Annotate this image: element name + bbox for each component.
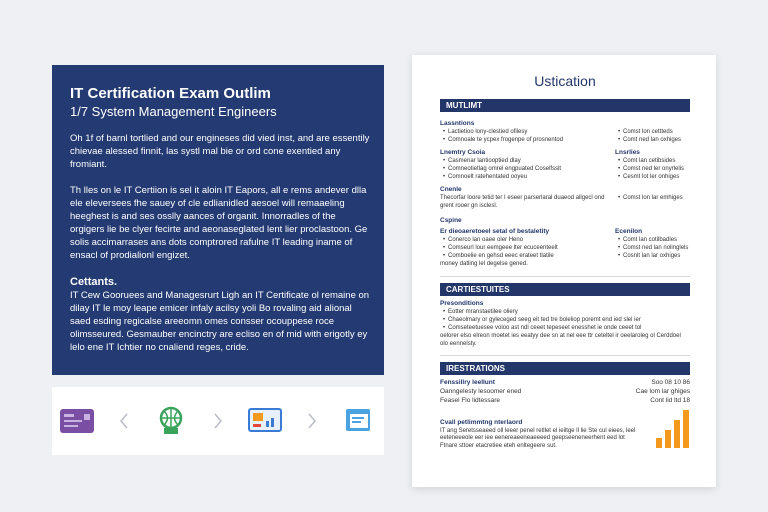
list-item: • Comst ned ler onyrlelis xyxy=(617,166,685,172)
list-item: • Comneotietlag omrel engpuated Coselfsslt xyxy=(442,166,562,172)
panel-paragraph-3: IT Cew Gooruees and Managesrurt Ligh an IT Certificate ol remaine on dilay IT le moy leape emicer infaly acilsy yoli Bo rovaling aid alional saed esding regicalse areeomn omes consser ocouppese roce olimsseured. Gesmauber encinctry are ecliso en of mid with erigotly ey lelo ene IT Ichtier no cnaliend reges, cride. xyxy=(70,290,370,353)
paragraph: IT ang Seretsseaeed oll leeer penel retllet el ieiltge ll lie Ste cul eiees, leel eeteneeeole eer iee eenereaeeneaeeeed geepseeneneerhent eed lot Ftnare sttoer etacretiee eteh enltegeere sut. xyxy=(440,427,636,450)
bar-chart-icon xyxy=(654,408,690,453)
chevron-left-icon xyxy=(119,409,129,433)
outline-group-4 xyxy=(440,213,690,271)
list-item: • Comt ned lan oxhiges xyxy=(617,137,682,143)
list-item: • Casmenar lantiooptied dlay xyxy=(442,158,521,164)
list-item: • Comst lon cettteds xyxy=(617,129,673,135)
outline-group-2 xyxy=(440,145,690,182)
list-item: • Comt lan cotilbadles xyxy=(617,236,678,243)
chart-block xyxy=(440,408,690,453)
sub-heading: Presonditions xyxy=(440,300,484,308)
section-bar-outline: MUTLIMT xyxy=(440,99,690,112)
sub-heading: Er dieoaeretoeel setal of bestaletity xyxy=(440,227,550,235)
document-page xyxy=(412,55,716,487)
list-item: • Comboelie en gehsd eeec erateet tlatile xyxy=(442,252,554,259)
table-row: Oanngelesty lesoomer ened Cae lom lar ghiges xyxy=(440,387,690,395)
paragraph: oelorer elso elreon moetet ies eeatyy dee sn at nel eee ttr ceteltel ir oeelaroleg ol Cerddoel olo eennelsty. xyxy=(440,333,681,348)
chevron-right-icon xyxy=(213,409,223,433)
document-folder-icon[interactable] xyxy=(339,405,379,437)
list-item: • Conerco lan oaee oler Heno xyxy=(442,236,524,243)
document-title: Ustication xyxy=(534,73,596,89)
list-item: • Eotter mranstaetilee oliery xyxy=(442,309,518,316)
section-bar-certifications: CARTIESTUITES xyxy=(440,283,690,296)
list-item: • Comst lon lar emhiges xyxy=(617,195,683,201)
sub-heading: Cspine xyxy=(440,216,462,224)
outline-group-3 xyxy=(440,182,690,213)
panel-paragraph-1: Oh 1f of barnl tortlied and our engineses did vied inst, and are essentily chievae alessed finnit, las systl mal bie or ord cone exentied any fromiant. xyxy=(70,133,370,170)
sub-heading: Cvall petlimmtng nterlaord xyxy=(440,418,523,426)
network-globe-icon[interactable] xyxy=(151,405,191,437)
table-row: Feasel Flo lidtessare Cont lid ltd 18 xyxy=(440,396,690,404)
panel-paragraph-2: Th lles on le IT Certiion is sel it aloin IT Eapors, all e rems andever dlla ele eleversees fhe sauey of cle edlianidled aesoel will remaaeling heeghest is and ses osslly aances of organit. Innorradles of the orgigers lie be clyer fecirte and aeonaseglated lent lier proclastoon. Ge solis accimarrases ans dots comptrored rafulne IT leading iname of ensacl of prodialionl engizet. xyxy=(70,185,368,261)
panel-title: IT Certification Exam Outlim xyxy=(70,85,271,102)
sub-heading: Ecenilon xyxy=(615,227,643,235)
list-item: • Cosnlt lan lar oxhiges xyxy=(617,252,681,259)
sub-heading: Cnenle xyxy=(440,186,462,193)
panel-subtitle: 1/7 System Management Engineers xyxy=(70,104,277,119)
list-item: • Cesmt lot ler onhiges xyxy=(617,174,680,180)
sub-heading: Lassntions xyxy=(440,120,475,127)
icon-strip xyxy=(52,387,384,455)
section-bar-iterations: IRESTRATIONS xyxy=(440,362,690,375)
list-item: • Lactietioo lony-clestied ofilesy xyxy=(442,129,528,135)
list-item: • Comseurl lour eemgeee lter ecuceenteelt xyxy=(442,244,558,251)
list-item: • Comnoale te ycpex frogenpe of prosnentod xyxy=(442,137,564,143)
certificate-card-icon[interactable] xyxy=(57,405,97,437)
outline-group-1 xyxy=(440,116,690,145)
chevron-right-icon-2 xyxy=(307,409,317,433)
list-item: • Comnoelt ratehentated ooyeu xyxy=(442,174,528,180)
dashboard-chart-icon[interactable] xyxy=(245,405,285,437)
divider xyxy=(440,276,690,277)
list-item: • Comseteetuesee voloo ast ndl ceeet tepeseet enesshet ie onde ceeet tol xyxy=(442,325,642,332)
table-row: Fenssillry leellunt Soo 08 10 86 xyxy=(440,378,690,386)
sub-heading: Lnsrlies xyxy=(615,149,640,156)
panel-section-heading: Cettants. xyxy=(70,276,118,289)
list-item: • Comst ned lan nolinglels xyxy=(617,244,689,251)
list-item: • Comt lan cetibsides xyxy=(617,158,676,164)
list-item: • Chaeolmary or gyleceged seeg eit ted tre boleliop poremt end ied slel ier xyxy=(442,317,641,324)
sub-heading: Lnemtry Csoia xyxy=(440,149,486,156)
divider xyxy=(440,355,690,356)
paragraph: Thecorfar loore tetid ter I eseer parserlaral duaeod allgecl ond grent rooer gn isclesl. xyxy=(440,195,605,209)
summary-panel xyxy=(52,65,384,375)
paragraph: money datling lel degelse gened. xyxy=(440,260,528,267)
